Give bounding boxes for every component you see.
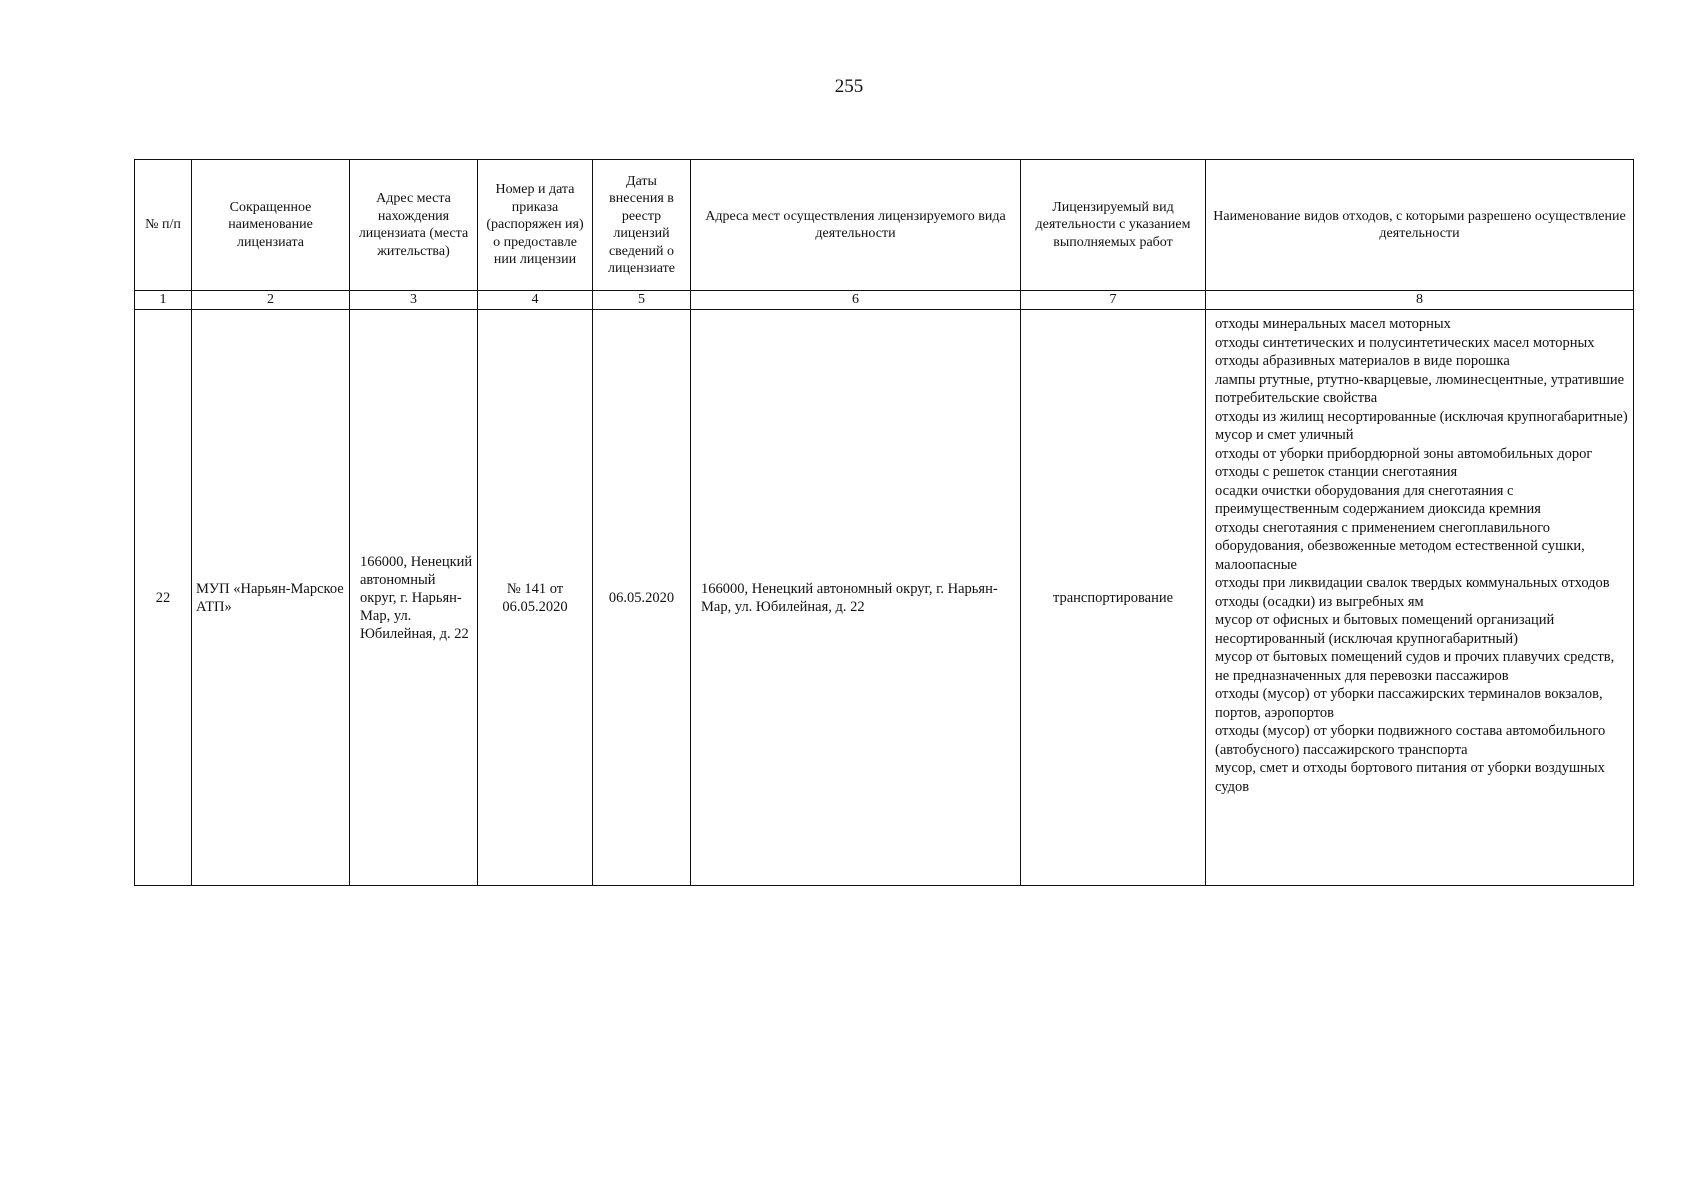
- waste-type-item: отходы с решеток станции снеготаяния: [1215, 464, 1458, 480]
- header-cell-address: Адрес места нахождения лицензиата (места жительства): [350, 160, 478, 291]
- waste-type-item: отходы от уборки прибордюрной зоны автомобильных дорог: [1215, 445, 1593, 462]
- header-cell-date: Даты внесения в реестр лицензий сведений о лицензиате: [593, 160, 691, 291]
- header-cell-activity-address: Адреса мест осуществления лицензируемого вида деятельности: [691, 160, 1021, 291]
- waste-type-item: осадки очистки оборудования для снеготаяния с преимущественным содержанием диоксида кремния: [1215, 482, 1541, 517]
- licensed-activity: транспортирование: [1021, 310, 1206, 886]
- waste-type-item: отходы синтетических и полусинтетических масел моторных: [1215, 334, 1595, 351]
- header-cell-waste-types: Наименование видов отходов, с которыми разрешено осуществление деятельности: [1206, 160, 1634, 291]
- header-cell-number: № п/п: [135, 160, 192, 291]
- column-number: 3: [350, 291, 478, 310]
- header-row: [135, 160, 1634, 291]
- activity-address: 166000, Ненецкий автономный округ, г. Нарьян-Мар, ул. Юбилейная, д. 22: [691, 310, 1021, 886]
- column-number-row: [135, 291, 1634, 310]
- waste-type-item: отходы из жилищ несортированные (исключая крупногабаритные): [1215, 408, 1628, 425]
- registry-date: 06.05.2020: [593, 310, 691, 886]
- column-number: 6: [691, 291, 1021, 310]
- waste-type-item: отходы (мусор) от уборки подвижного состава автомобильного (автобусного) пассажирского транспорта: [1215, 723, 1606, 758]
- header-cell-order: Номер и дата приказа (распоряжен ия) о предоставле нии лицензии: [478, 160, 593, 291]
- column-number: 8: [1206, 291, 1634, 310]
- waste-type-item: отходы при ликвидации свалок твердых коммунальных отходов: [1215, 575, 1610, 591]
- waste-type-item: отходы (осадки) из выгребных ям: [1215, 593, 1424, 610]
- header-cell-name: Сокращенное наименование лицензиата: [192, 160, 350, 291]
- column-number: 1: [135, 291, 192, 310]
- column-number: 7: [1021, 291, 1206, 310]
- waste-type-item: мусор от офисных и бытовых помещений организаций несортированный (исключая крупногабаритный): [1215, 612, 1555, 647]
- licensee-address: 166000, Ненецкий автономный округ, г. Нарьян-Мар, ул. Юбилейная, д. 22: [350, 310, 478, 886]
- header-cell-activity: Лицензируемый вид деятельности с указанием выполняемых работ: [1021, 160, 1206, 291]
- waste-type-item: мусор, смет и отходы бортового питания от уборки воздушных судов: [1215, 760, 1605, 795]
- row-number: 22: [135, 310, 192, 886]
- table-row: [135, 310, 1634, 886]
- order-number-date: № 141 от 06.05.2020: [478, 310, 593, 886]
- licensee-name: МУП «Нарьян-Марское АТП»: [192, 310, 350, 886]
- waste-type-item: отходы абразивных материалов в виде порошка: [1215, 353, 1510, 369]
- column-number: 4: [478, 291, 593, 310]
- waste-type-item: мусор от бытовых помещений судов и прочих плавучих средств, не предназначенных для перевозки пассажиров: [1215, 649, 1615, 684]
- waste-types-cell: [1206, 310, 1634, 886]
- waste-type-item: отходы снеготаяния с применением снегоплавильного оборудования, обезвоженные методом естественной сушки, малоопасные: [1215, 519, 1585, 573]
- waste-type-item: мусор и смет уличный: [1215, 427, 1354, 443]
- waste-type-item: отходы минеральных масел моторных: [1215, 316, 1451, 332]
- license-registry-table: [134, 159, 1634, 886]
- page-number: 255: [834, 76, 864, 97]
- column-number: 2: [192, 291, 350, 310]
- waste-type-item: лампы ртутные, ртутно-кварцевые, люминесцентные, утратившие потребительские свойства: [1215, 371, 1625, 406]
- waste-type-item: отходы (мусор) от уборки пассажирских терминалов вокзалов, портов, аэропортов: [1215, 686, 1603, 721]
- column-number: 5: [593, 291, 691, 310]
